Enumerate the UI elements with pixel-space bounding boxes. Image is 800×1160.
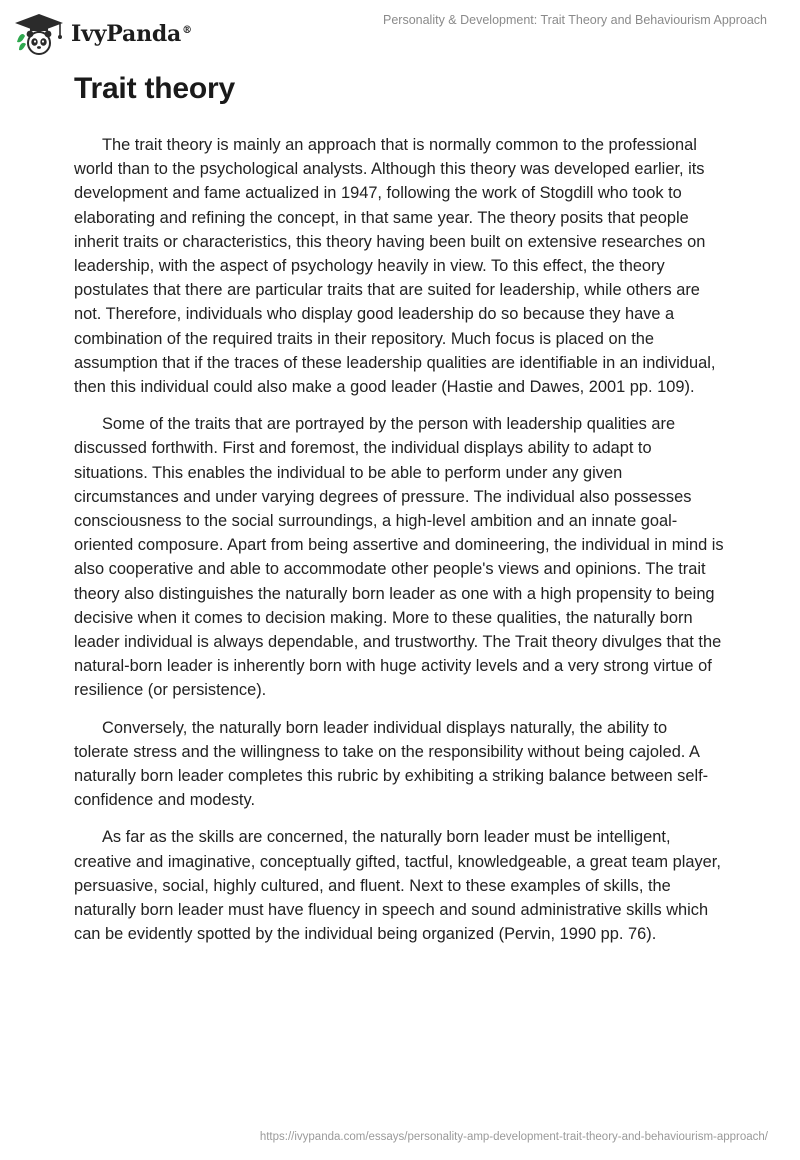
paragraph: As far as the skills are concerned, the naturally born leader must be intelligent, creative and imaginative, conceptually gifted, tactful, knowledgeable, a great team player, persuasive, social, highly cultured, and fluent. Next to these examples of skills, the naturally born leader must have fluency in speech and sound administrative skills which can be evidently spotted by the individual being organized (Pervin, 1990 pp. 76). [74,828,721,944]
source-url[interactable]: https://ivypanda.com/essays/personality-amp-development-trait-theory-and-behaviourism-approach/ [259,1131,768,1143]
document-header-title: Personality & Development: Trait Theory and Behaviourism Approach [383,13,767,27]
panda-graduation-cap-icon [13,12,65,56]
paragraph: Conversely, the naturally born leader individual displays naturally, the ability to tolerate stress and the willingness to take on the responsibility without being cajoled. A naturally born leader completes this rubric by exhibiting a striking balance between self-confidence and modesty. [74,718,709,810]
paragraph: The trait theory is mainly an approach that is normally common to the professional world than to the psychological analysts. Although this theory was developed earlier, its development and fame actualized in 1947, following the work of Stogdill who took to elaborating and refining the concept, in that same year. The theory posits that people inherit traits or characteristics, this theory having been built on extensive researches on leadership, with the aspect of psychology heavily in view. To this effect, the theory postulates that there are particular traits that are suited for leadership, while others are not. Therefore, individuals who display good leadership do so because they have a combination of the required traits in their repository. Much focus is placed on the assumption that if the traces of these leadership qualities are identifiable in an individual, then this individual could also make a good leader (Hastie and Dawes, 2001 pp. 109). [74,136,716,397]
paragraph: Some of the traits that are portrayed by the person with leadership qualities are discussed forthwith. First and foremost, the individual displays ability to adapt to situations. This enables the individual to be able to perform under any given circumstances and under varying degrees of pressure. The individual also possesses consciousness to the social surroundings, a high-level ambition and an innate goal-oriented composure. Apart from being assertive and domineering, the individual in mind is also cooperative and able to accommodate other people's views and opinions. The trait theory also distinguishes the naturally born leader as one with a high propensity to being decisive when it comes to decision making. More to these qualities, the naturally born leader individual is always dependable, and trustworthy. The Trait theory divulges that the natural-born leader is inherently born with huge activity levels and a very strong virtue of resilience (or persistence). [74,415,724,700]
brand-name-text: IvyPanda [71,21,182,47]
site-logo[interactable] [13,12,192,56]
article-body [74,133,724,960]
section-heading: Trait theory [74,72,235,105]
brand-name [71,21,192,47]
registered-mark: ® [182,24,192,36]
